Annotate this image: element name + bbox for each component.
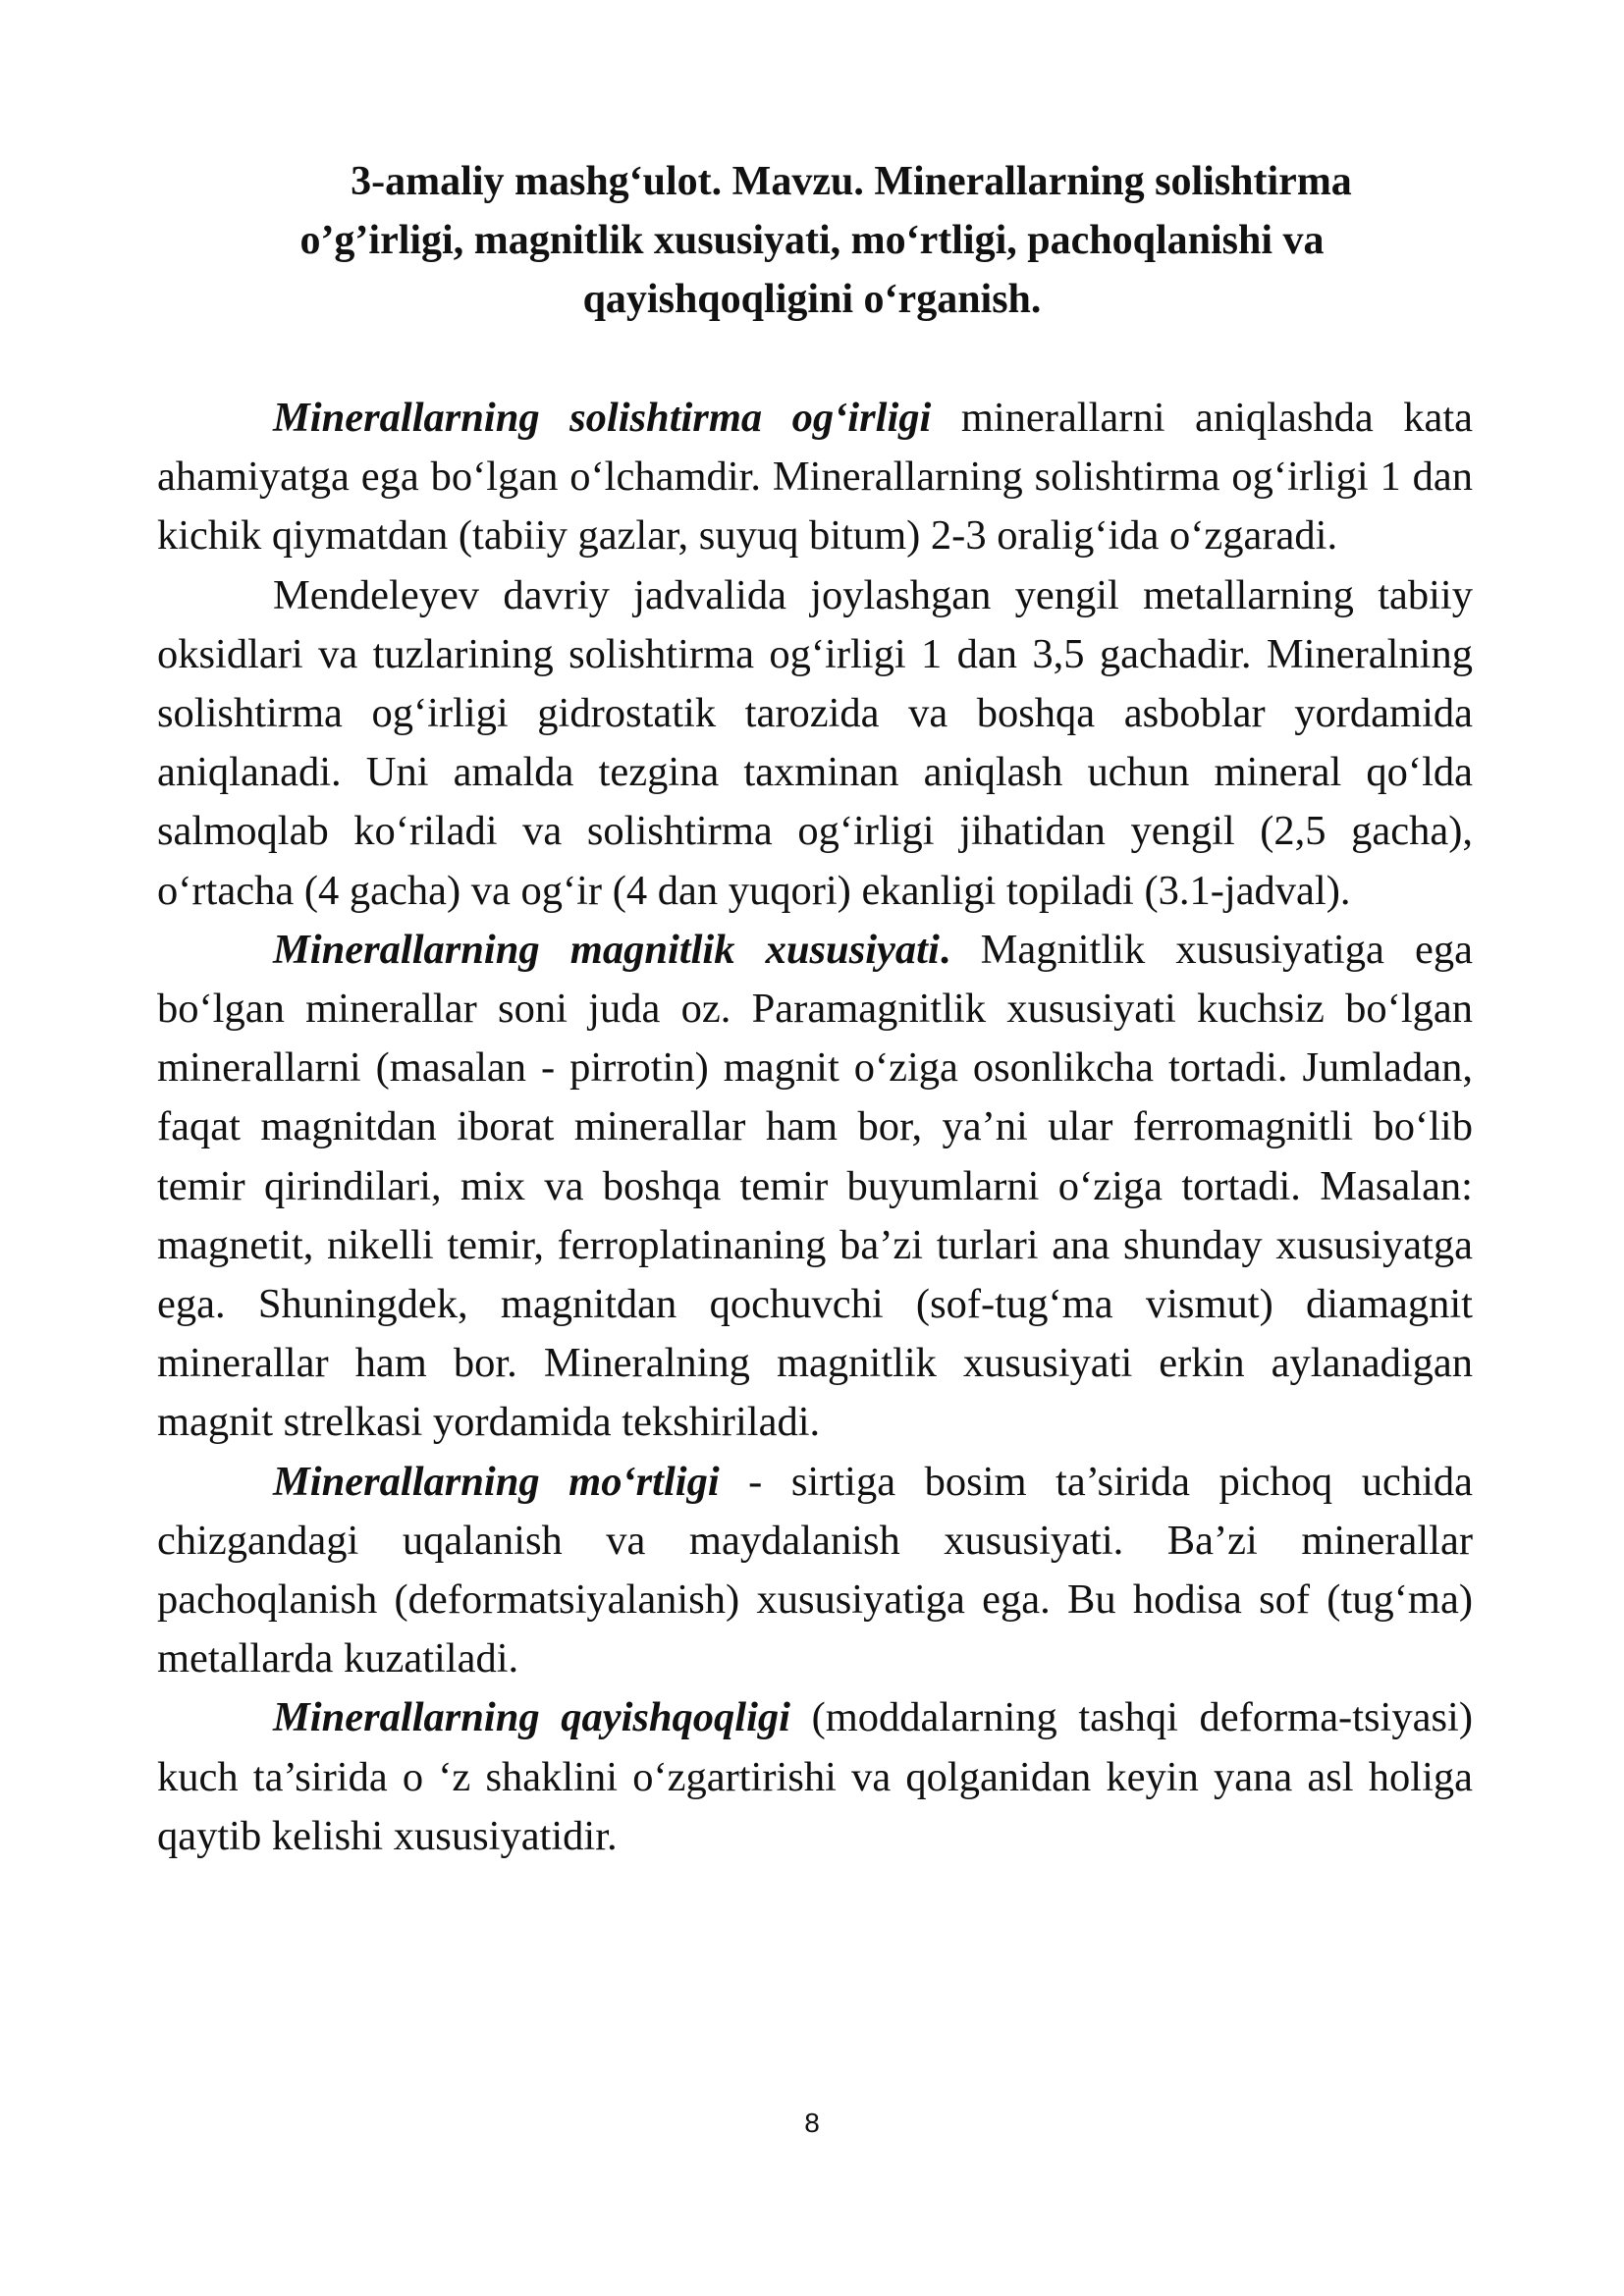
paragraph-magnetism [157,921,1473,1453]
term-elasticity: Minerallarning qayishqoqligi [273,1694,790,1741]
paragraph-text: (moddalarning tashqi deforma-tsiyasi) kuch ta’sirida o ‘z shaklini o‘zgartirishi va qolganidan keyin yana asl holiga qaytib kelishi xususiyatidir. [157,1694,1473,1859]
paragraph-text: Magnitlik xususiyatiga ega bo‘lgan minerallar soni juda oz. Paramagnitlik xususiyati kuchsiz bo‘lgan minerallarni (masalan - pirrotin) magnit o‘ziga osonlikcha tortadi. Jumladan, faqat magnitdan iborat minerallar ham bor, ya’ni ular ferromagnitli bo‘lib temir qirindilari, mix va boshqa temir buyumlarni o‘ziga tortadi. Masalan: magnetit, nikelli temir, ferroplatinaning ba’zi turlari ana shunday xususiyatga ega. Shuningdek, magnitdan qochuvchi (sof-tug‘ma vismut) diamagnit minerallar ham bor. Mineralning magnitlik xususiyati erkin aylanadigan magnit strelkasi yordamida tekshiriladi. [157,926,1474,1446]
term-magnetism: Minerallarning magnitlik xususiyati [273,926,940,973]
term-brittleness: Minerallarning mo‘rtligi [273,1458,720,1505]
paragraph-specific-gravity [157,389,1473,566]
title-line-3: qayishqoqligini o‘rganish. [582,277,1042,322]
paragraph-light-metals [157,566,1473,921]
paragraph-text: Mendeleyev davriy jadvalida joylashgan yengil metallarning tabiiy oksidlari va tuzlarining solishtirma og‘irligi 1 dan 3,5 gachadir. Mineralning solishtirma og‘irligi gidrostatik tarozida va boshqa asboblar yordamida aniqlanadi. Uni amalda tezgina taxminan aniqlash uchun mineral qo‘lda salmoqlab ko‘riladi va solishtirma og‘irligi jihatidan yengil (2,5 gacha), o‘rtacha (4 gacha) va og‘ir (4 dan yuqori) ekanligi topiladi (3.1-jadval). [157,571,1473,914]
body-text [157,389,1473,1866]
page-number: 8 [804,2108,820,2138]
term-period: . [939,926,950,973]
page-title [157,152,1467,329]
paragraph-brittleness [157,1453,1473,1689]
paragraph-elasticity [157,1688,1473,1866]
paragraph-text: - sirtiga bosim ta’sirida pichoq uchida chizgandagi uqalanish va maydalanish xususiyati. Ba’zi minerallar pachoqlanish (deformatsiyalanish) xususiyatiga ega. Bu hodisa sof (tug‘ma) metallarda kuzatiladi. [157,1458,1473,1682]
title-line-1: 3-amaliy mashg‘ulot. Mavzu. Minerallarning solishtirma [351,159,1352,204]
title-line-2: o’g’irligi, magnitlik xususiyati, mo‘rtligi, pachoqlanishi va [299,218,1325,263]
paragraph-text: minerallarni aniqlashda kata ahamiyatga ega bo‘lgan o‘lchamdir. Minerallarning solishtirma og‘irligi 1 dan kichik qiymatdan (tabiiy gazlar, suyuq bitum) 2-3 oralig‘ida o‘zgaradi. [157,395,1474,560]
term-specific-gravity: Minerallarning solishtirma og‘irligi [273,395,932,441]
